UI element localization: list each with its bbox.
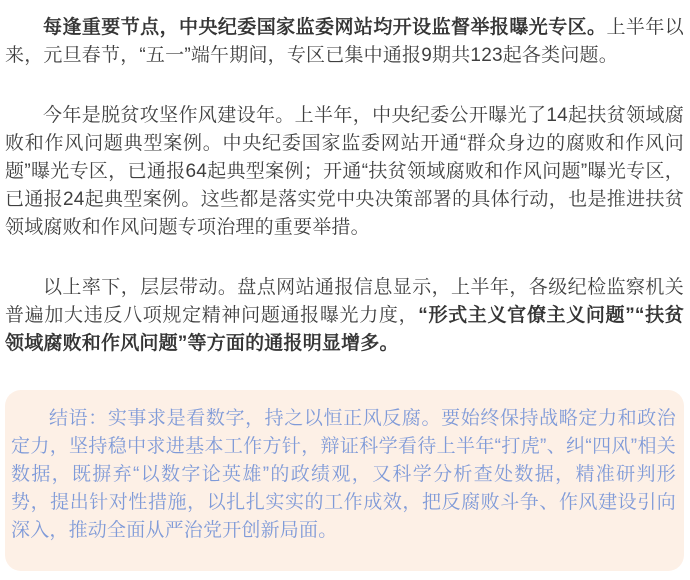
- paragraph-1: [5, 14, 684, 70]
- paragraph-1-bold-lead: 每逢重要节点，中央纪委国家监委网站均开设监督举报曝光专区。: [43, 17, 607, 38]
- conclusion-text: 结语：实事求是看数字，持之以恒正风反腐。要始终保持战略定力和政治定力，坚持稳中求进基本工作方针，辩证科学看待上半年“打虎”、纠“四风”相关数据，既摒弃“以数字论英雄”的政绩观，又科学分析查处数据，精准研判形势，提出针对性措施，以扎扎实实的工作成效，把反腐败斗争、作风建设引向深入，推动全面从严治党开创新局面。: [11, 408, 676, 541]
- paragraph-3-bold-tail: “形式主义官僚主义问题”“扶贫领域腐败和作风问题”等方面的通报明显增多。: [5, 305, 684, 354]
- paragraph-3-body: 以上率下，层层带动。盘点网站通报信息显示，上半年，各级纪检监察机关普遍加大违反八项规定精神问题通报曝光力度，: [5, 277, 684, 326]
- paragraph-3: [5, 274, 684, 358]
- paragraph-2-body: 今年是脱贫攻坚作风建设年。上半年，中央纪委公开曝光了14起扶贫领域腐败和作风问题典型案例。中央纪委国家监委网站开通“群众身边的腐败和作风问题”曝光专区，已通报64起典型案例；开通“扶贫领域腐败和作风问题”曝光专区，已通报24起典型案例。这些都是落实党中央决策部署的具体行动，也是推进扶贫领域腐败和作风问题专项治理的重要举措。: [5, 105, 684, 238]
- conclusion-box: [5, 390, 684, 571]
- paragraph-1-body: 上半年以来，元旦春节，“五一”端午期间，专区已集中通报9期共123起各类问题。: [5, 17, 684, 66]
- paragraph-2: [5, 102, 684, 242]
